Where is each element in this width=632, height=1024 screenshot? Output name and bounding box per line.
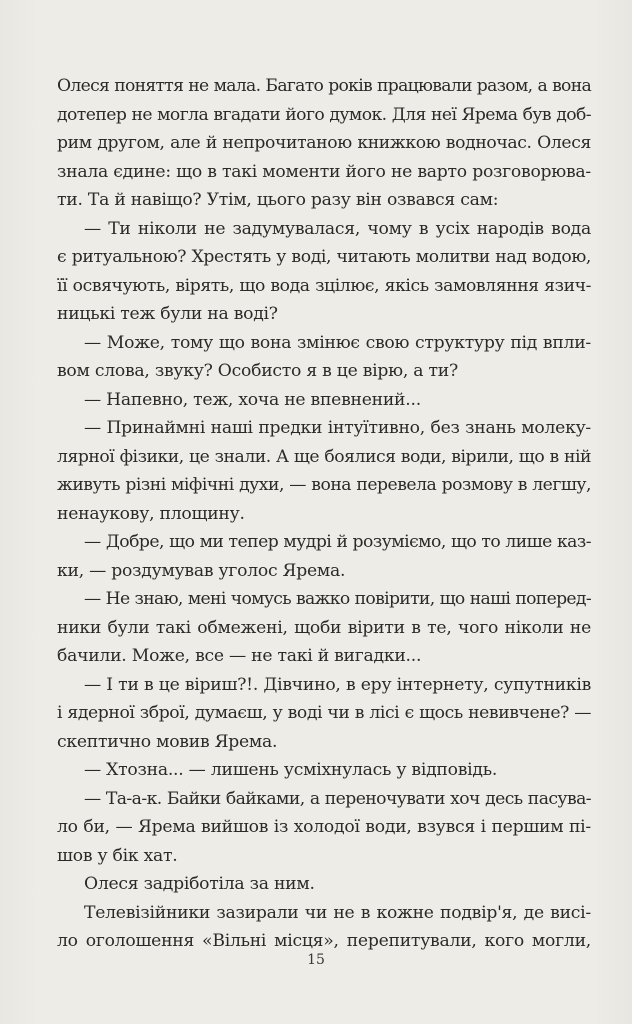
text-line: бачили. Може, все — не такі й вигадки... — [57, 646, 422, 666]
text-line: живуть різні міфічні духи, — вона перевела розмову в легшу, — [57, 475, 591, 495]
text-line: є ритуальною? Хрестять у воді, читають молитви над водою, — [57, 247, 591, 267]
page-number: 15 — [307, 952, 325, 968]
text-line: ло оголошення «Вільні місця», перепитували, кого могли, — [57, 931, 591, 951]
text-line: — Ти ніколи не задумувалася, чому в усіх народів вода — [84, 218, 591, 239]
text-line: ники були такі обмежені, щоби вірити в те, чого ніколи не — [57, 617, 591, 638]
text-line: — Добре, що ми тепер мудрі й розуміємо, що то лише каз- — [84, 532, 591, 552]
text-line: її освячують, вірять, що вода зцілює, якісь замовляння язич- — [57, 275, 591, 296]
text-line: ницькі теж були на воді? — [57, 304, 278, 324]
text-line: — Та-а-к. Байки байками, а переночувати хоч десь пасува- — [84, 788, 591, 809]
text-line: Олеся задріботіла за ним. — [84, 874, 315, 894]
text-line: Олеся поняття не мала. Багато років працювали разом, а вона — [57, 76, 591, 96]
text-line: і ядерної зброї, думаєш, у воді чи в лісі є щось невивчене? — — [57, 703, 591, 723]
text-line: — Не знаю, мені чомусь важко повірити, що наші поперед- — [84, 589, 591, 609]
text-line: лярної фізики, це знали. А ще боялися води, вірили, що в ній — [57, 446, 591, 467]
text-line: Телевізійники зазирали чи не в кожне подвір'я, де висі- — [84, 902, 591, 923]
text-line: рим другом, але й непрочитаною книжкою водночас. Олеся — [57, 133, 591, 153]
body-text — [57, 72, 591, 956]
text-line: вом слова, звуку? Особисто я в це вірю, а ти? — [57, 361, 458, 381]
text-line: — Хтозна... — лишень усміхнулась у відповідь. — [84, 760, 498, 780]
text-line: — Принаймні наші предки інтуїтивно, без знань молеку- — [84, 418, 591, 438]
text-line: — І ти в це віриш?!. Дівчино, в еру інтернету, супутників — [84, 674, 591, 695]
text-line: ти. Та й навіщо? Утім, цього разу він озвався сам: — [57, 190, 499, 210]
text-line: — Напевно, теж, хоча не впевнений... — [84, 389, 421, 410]
text-line: ненаукову, площину. — [57, 503, 245, 524]
text-line: дотепер не могла вгадати його думок. Для неї Ярема був доб- — [57, 104, 591, 125]
text-line: ло би, — Ярема вийшов із холодої води, взувся і першим пі- — [57, 817, 591, 837]
text-line: ки, — роздумував уголос Ярема. — [57, 560, 346, 581]
text-line: знала єдине: що в такі моменти його не варто розговорюва- — [57, 161, 591, 182]
text-line: — Може, тому що вона змінює свою структуру під впли- — [84, 332, 591, 353]
text-line: скептично мовив Ярема. — [57, 731, 278, 752]
text-line: шов у бік хат. — [57, 845, 178, 866]
